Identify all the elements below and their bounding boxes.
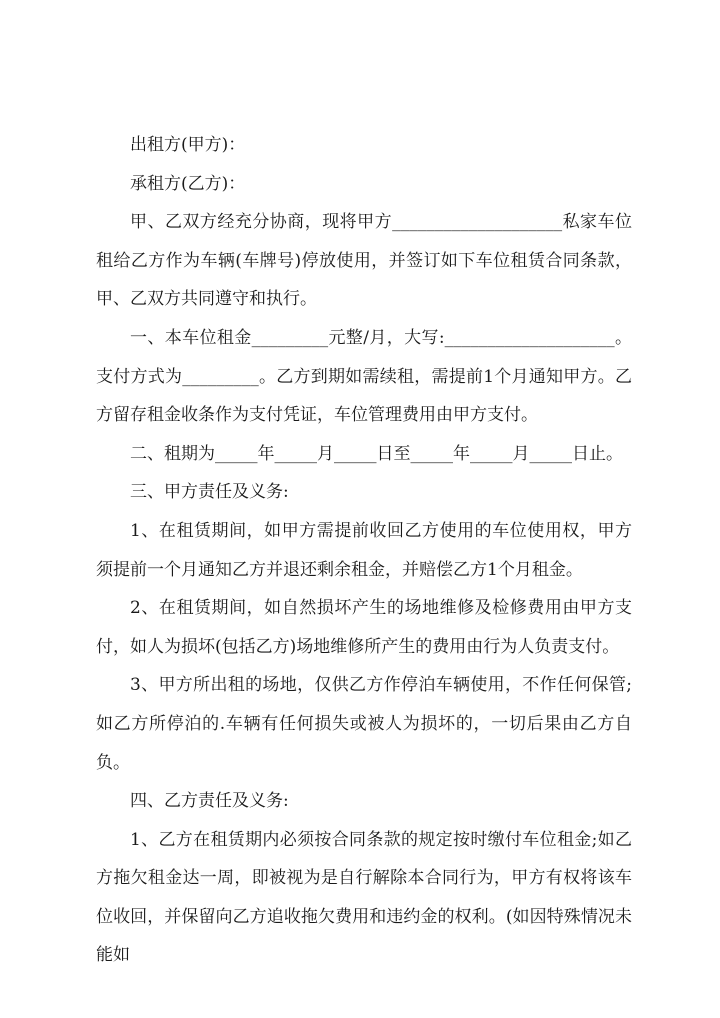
contract-body [96, 126, 632, 975]
party-b-item-1: 1、乙方在租赁期内必须按合同条款的规定按时缴付车位租金;如乙方拖欠租金达一周，即被视为是自行解除本合同行为，甲方有权将该车位收回，并保留向乙方追收拖欠费用和违约金的权利。(如因特殊情况未能如 [96, 829, 632, 966]
lessor-line: 出租方(甲方)： [130, 135, 246, 155]
intro-paragraph: 甲、乙双方经充分协商，现将甲方____________________私家车位租给乙方作为车辆(车牌号)停放使用，并签订如下车位租赁合同条款，甲、乙双方共同遵守和执行。 [96, 212, 632, 310]
term-clause: 二、租期为_____年_____月_____日至_____年_____月_____日止。 [130, 443, 623, 464]
party-a-item-3: 3、甲方所出租的场地，仅供乙方作停泊车辆使用，不作任何保管;如乙方所停泊的.车辆有任何损失或被人为损坏的，一切后果由乙方自负。 [96, 675, 632, 773]
party-a-heading: 三、甲方责任及义务: [130, 482, 289, 503]
party-b-heading: 四、乙方责任及义务: [130, 791, 289, 812]
lessee-line: 承租方(乙方)： [130, 173, 246, 194]
party-a-item-2: 2、在租赁期间，如自然损坏产生的场地维修及检修费用由甲方支付，如人为损坏(包括乙方)场地维修所产生的费用由行为人负责支付。 [96, 598, 632, 657]
party-a-item-1: 1、在租赁期间，如甲方需提前收回乙方使用的车位使用权，甲方须提前一个月通知乙方并退还剩余租金，并赔偿乙方1个月租金。 [96, 520, 632, 580]
rent-clause: 一、本车位租金_________元整/月，大写:____________________。支付方式为_________。乙方到期如需续租，需提前1个月通知甲方。乙方留存租金收条作为支付凭证，车位管理费用由甲方支付。 [96, 327, 632, 426]
